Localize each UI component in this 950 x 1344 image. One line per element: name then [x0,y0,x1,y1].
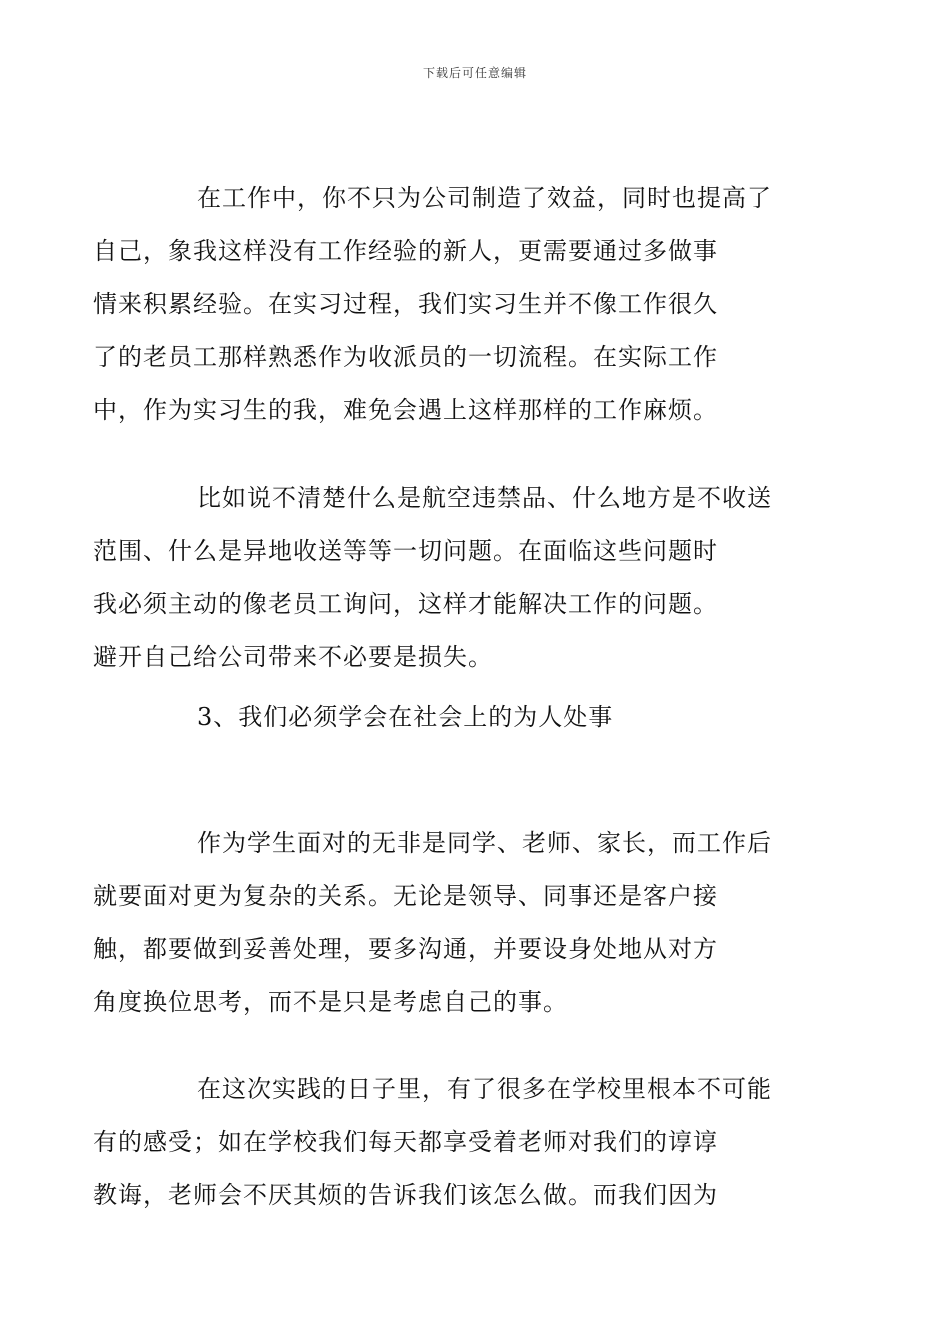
paragraph-line: 就要面对更为复杂的关系。无论是领导、同事还是客户接 [93,882,718,910]
paragraph-line: 有的感受；如在学校我们每天都享受着老师对我们的谆谆 [93,1128,718,1156]
paragraph-line: 情来积累经验。在实习过程，我们实习生并不像工作很久 [93,290,718,318]
paragraph-practice-days [93,1063,805,1222]
paragraph-line: 范围、什么是异地收送等等一切问题。在面临这些问题时 [93,537,718,565]
paragraph-line: 作为学生面对的无非是同学、老师、家长，而工作后 [197,829,772,857]
paragraph-line: 比如说不清楚什么是航空违禁品、什么地方是不收送 [197,484,772,512]
paragraph-line: 在工作中，你不只为公司制造了效益，同时也提高了 [197,184,772,212]
paragraph-relationships [93,817,805,1029]
paragraph-line: 避开自己给公司带来不必要是损失。 [93,643,493,671]
section-heading-3 [145,691,805,744]
paragraph-line: 触，都要做到妥善处理，要多沟通，并要设身处地从对方 [93,935,718,963]
paragraph-line: 在这次实践的日子里，有了很多在学校里根本不可能 [197,1075,772,1103]
paragraph-work-benefits [93,172,805,437]
heading-line: 3、我们必须学会在社会上的为人处事 [197,703,614,731]
page-header: 下载后可任意编辑 [422,66,527,80]
paragraph-line: 教诲，老师会不厌其烦的告诉我们该怎么做。而我们因为 [93,1181,718,1209]
paragraph-example-problems [93,472,805,684]
paragraph-line: 角度换位思考，而不是只是考虑自己的事。 [93,988,568,1016]
paragraph-line: 中，作为实习生的我，难免会遇上这样那样的工作麻烦。 [93,396,718,424]
paragraph-line: 了的老员工那样熟悉作为收派员的一切流程。在实际工作 [93,343,718,371]
paragraph-line: 我必须主动的像老员工询问，这样才能解决工作的问题。 [93,590,718,618]
paragraph-line: 自己，象我这样没有工作经验的新人，更需要通过多做事 [93,237,718,265]
